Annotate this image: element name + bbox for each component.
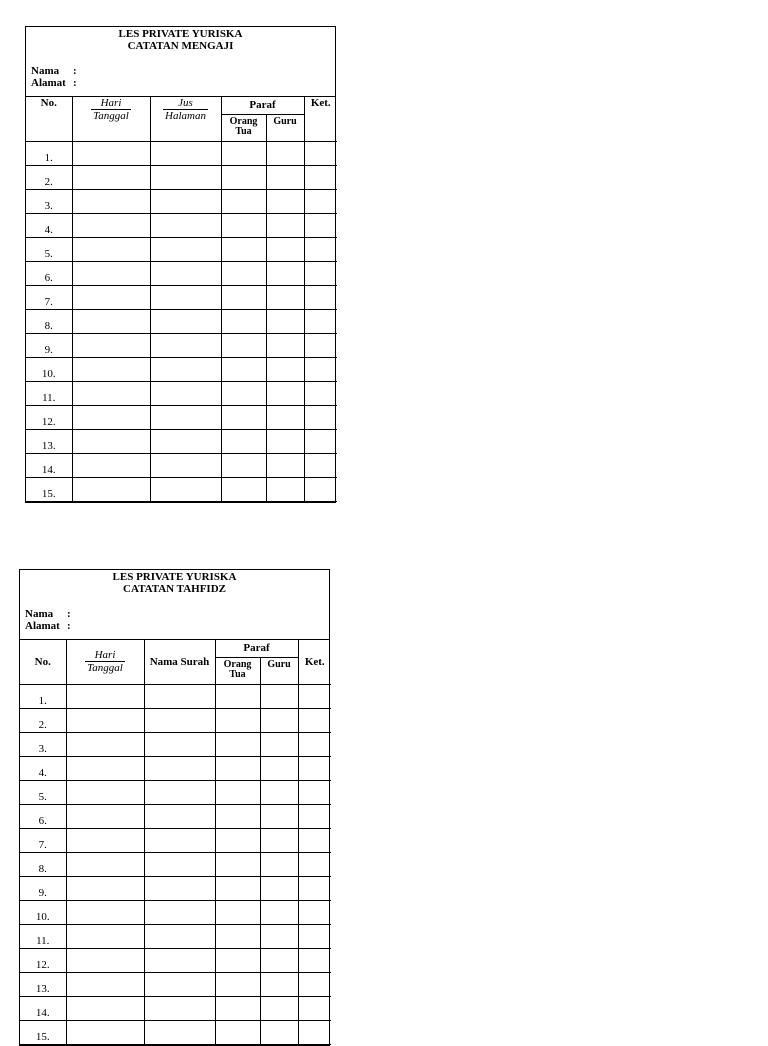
paraf-guru-cell[interactable] <box>266 333 304 357</box>
paraf-orang-tua-cell[interactable] <box>215 756 260 780</box>
ket-cell[interactable] <box>298 900 331 924</box>
title-line-1: LES PRIVATE YURISKA <box>118 28 243 40</box>
paraf-orang-tua-cell[interactable] <box>221 381 266 405</box>
ket-cell[interactable] <box>298 756 331 780</box>
alamat-field <box>25 620 71 632</box>
col-header-jus-halaman <box>150 97 221 141</box>
row-number: 11. <box>26 381 72 405</box>
row-number: 1. <box>20 684 66 708</box>
hari-tanggal-cell[interactable] <box>66 732 144 756</box>
ket-cell[interactable] <box>304 381 337 405</box>
paraf-orang-tua-cell[interactable] <box>221 333 266 357</box>
ket-cell[interactable] <box>304 453 337 477</box>
row-number: 2. <box>20 708 66 732</box>
table-row <box>20 996 331 1020</box>
hari-tanggal-cell[interactable] <box>72 213 150 237</box>
paraf-guru-cell[interactable] <box>266 405 304 429</box>
ket-cell[interactable] <box>304 141 337 165</box>
paraf-orang-tua-cell[interactable] <box>221 357 266 381</box>
jus-halaman-cell[interactable] <box>150 429 221 453</box>
form-header <box>26 27 335 97</box>
student-fields <box>31 65 77 89</box>
paraf-guru-cell[interactable] <box>266 453 304 477</box>
title-line-2: CATATAN MENGAJI <box>127 40 234 52</box>
hari-tanggal-cell[interactable] <box>72 477 150 501</box>
table-row <box>26 213 337 237</box>
paraf-guru-cell[interactable] <box>266 189 304 213</box>
row-number: 11. <box>20 924 66 948</box>
ket-cell[interactable] <box>298 924 331 948</box>
paraf-guru-cell[interactable] <box>260 780 298 804</box>
paraf-guru-cell[interactable] <box>260 708 298 732</box>
hari-tanggal-cell[interactable] <box>66 996 144 1020</box>
table-row <box>20 876 331 900</box>
paraf-guru-cell[interactable] <box>266 357 304 381</box>
row-number: 12. <box>26 405 72 429</box>
record-rows <box>26 141 337 501</box>
jus-halaman-cell[interactable] <box>150 477 221 501</box>
paraf-guru-cell[interactable] <box>266 165 304 189</box>
paraf-guru-cell[interactable] <box>260 1020 298 1044</box>
table-row <box>20 684 331 708</box>
paraf-orang-tua-cell[interactable] <box>221 453 266 477</box>
hari-tanggal-cell[interactable] <box>66 684 144 708</box>
paraf-guru-cell[interactable] <box>260 684 298 708</box>
ket-cell[interactable] <box>298 972 331 996</box>
ket-cell[interactable] <box>298 948 331 972</box>
jus-halaman-cell[interactable] <box>150 285 221 309</box>
row-number: 15. <box>20 1020 66 1044</box>
ket-cell[interactable] <box>298 732 331 756</box>
paraf-guru-cell[interactable] <box>266 285 304 309</box>
paraf-orang-tua-cell[interactable] <box>221 285 266 309</box>
table-row <box>20 852 331 876</box>
table-row <box>20 1020 331 1044</box>
ket-cell[interactable] <box>298 780 331 804</box>
jus-halaman-cell[interactable] <box>150 261 221 285</box>
ket-cell[interactable] <box>304 357 337 381</box>
hari-tanggal-cell[interactable] <box>72 141 150 165</box>
form-header <box>20 570 329 640</box>
paraf-orang-tua-cell[interactable] <box>215 1020 260 1044</box>
nama-surah-cell[interactable] <box>144 804 215 828</box>
paraf-orang-tua-cell[interactable] <box>221 189 266 213</box>
hari-label: Hari <box>85 649 125 662</box>
paraf-guru-cell[interactable] <box>260 924 298 948</box>
table-row <box>26 357 337 381</box>
nama-surah-cell[interactable] <box>144 996 215 1020</box>
col-header-orang-tua: Orang Tua <box>215 657 260 684</box>
paraf-guru-cell[interactable] <box>260 996 298 1020</box>
row-number: 14. <box>20 996 66 1020</box>
col-header-paraf: Paraf <box>221 97 304 114</box>
jus-halaman-cell[interactable] <box>150 333 221 357</box>
jus-halaman-cell[interactable] <box>150 357 221 381</box>
paraf-orang-tua-cell[interactable] <box>215 708 260 732</box>
nama-surah-cell[interactable] <box>144 708 215 732</box>
table-row <box>20 756 331 780</box>
table-row <box>26 237 337 261</box>
row-number: 4. <box>26 213 72 237</box>
table-row <box>26 453 337 477</box>
table-row <box>26 165 337 189</box>
hari-tanggal-cell[interactable] <box>72 165 150 189</box>
record-table <box>26 97 337 502</box>
nama-surah-cell[interactable] <box>144 972 215 996</box>
table-row <box>26 285 337 309</box>
col-header-no: No. <box>20 640 66 684</box>
table-row <box>20 804 331 828</box>
hari-tanggal-cell[interactable] <box>72 405 150 429</box>
student-fields <box>25 608 71 632</box>
hari-tanggal-cell[interactable] <box>72 189 150 213</box>
paraf-guru-cell[interactable] <box>266 429 304 453</box>
col-header-paraf: Paraf <box>215 640 298 657</box>
ket-cell[interactable] <box>304 213 337 237</box>
nama-field <box>31 65 77 77</box>
form-catatan-mengaji <box>25 26 336 503</box>
paraf-guru-cell[interactable] <box>260 876 298 900</box>
paraf-orang-tua-cell[interactable] <box>221 141 266 165</box>
hari-tanggal-cell[interactable] <box>72 309 150 333</box>
paraf-orang-tua-cell[interactable] <box>221 165 266 189</box>
row-number: 8. <box>26 309 72 333</box>
record-table <box>20 640 331 1045</box>
alamat-colon: : <box>67 620 71 632</box>
paraf-guru-cell[interactable] <box>266 237 304 261</box>
nama-field <box>25 608 71 620</box>
nama-surah-cell[interactable] <box>144 732 215 756</box>
row-number: 15. <box>26 477 72 501</box>
ket-cell[interactable] <box>298 876 331 900</box>
nama-label: Nama <box>25 608 54 620</box>
hari-label: Hari <box>91 97 131 110</box>
table-row <box>26 333 337 357</box>
row-number: 3. <box>26 189 72 213</box>
table-row <box>20 972 331 996</box>
table-row <box>26 381 337 405</box>
paraf-guru-cell[interactable] <box>260 828 298 852</box>
table-row <box>26 261 337 285</box>
nama-surah-cell[interactable] <box>144 948 215 972</box>
paraf-orang-tua-cell[interactable] <box>215 852 260 876</box>
row-number: 14. <box>26 453 72 477</box>
hari-tanggal-cell[interactable] <box>72 453 150 477</box>
ket-cell[interactable] <box>298 708 331 732</box>
nama-colon: : <box>67 608 71 620</box>
hari-tanggal-cell[interactable] <box>66 876 144 900</box>
ket-cell[interactable] <box>298 804 331 828</box>
paraf-orang-tua-cell[interactable] <box>215 924 260 948</box>
jus-label: Jus <box>163 97 208 110</box>
hari-tanggal-cell[interactable] <box>66 900 144 924</box>
hari-tanggal-cell[interactable] <box>66 804 144 828</box>
col-header-nama-surah: Nama Surah <box>144 640 215 684</box>
paraf-orang-tua-cell[interactable] <box>221 213 266 237</box>
table-row <box>20 828 331 852</box>
ket-cell[interactable] <box>298 684 331 708</box>
row-number: 5. <box>26 237 72 261</box>
paraf-guru-cell[interactable] <box>260 756 298 780</box>
paraf-orang-tua-cell[interactable] <box>221 429 266 453</box>
hari-tanggal-cell[interactable] <box>72 357 150 381</box>
row-number: 13. <box>20 972 66 996</box>
hari-tanggal-cell[interactable] <box>66 828 144 852</box>
jus-halaman-cell[interactable] <box>150 237 221 261</box>
alamat-field <box>31 77 77 89</box>
paraf-guru-cell[interactable] <box>266 381 304 405</box>
hari-tanggal-cell[interactable] <box>72 237 150 261</box>
paraf-guru-cell[interactable] <box>260 900 298 924</box>
row-number: 9. <box>26 333 72 357</box>
jus-halaman-cell[interactable] <box>150 405 221 429</box>
nama-surah-cell[interactable] <box>144 1020 215 1044</box>
table-row <box>26 477 337 501</box>
paraf-orang-tua-cell[interactable] <box>221 261 266 285</box>
paraf-orang-tua-cell[interactable] <box>215 732 260 756</box>
row-number: 8. <box>20 852 66 876</box>
alamat-label: Alamat <box>25 620 60 632</box>
ket-cell[interactable] <box>298 828 331 852</box>
title-line-1: LES PRIVATE YURISKA <box>112 571 237 583</box>
col-header-orang-tua: Orang Tua <box>221 114 266 141</box>
title-line-2: CATATAN TAHFIDZ <box>123 583 226 595</box>
ket-cell[interactable] <box>304 309 337 333</box>
paraf-orang-tua-cell[interactable] <box>215 876 260 900</box>
form-title <box>20 570 329 595</box>
jus-halaman-cell[interactable] <box>150 309 221 333</box>
row-number: 5. <box>20 780 66 804</box>
table-row <box>20 948 331 972</box>
row-number: 1. <box>26 141 72 165</box>
paraf-orang-tua-cell[interactable] <box>215 972 260 996</box>
nama-surah-cell[interactable] <box>144 828 215 852</box>
ket-cell[interactable] <box>304 237 337 261</box>
nama-surah-cell[interactable] <box>144 684 215 708</box>
hari-tanggal-cell[interactable] <box>66 852 144 876</box>
paraf-orang-tua-cell[interactable] <box>215 948 260 972</box>
table-row <box>26 309 337 333</box>
row-number: 12. <box>20 948 66 972</box>
paraf-orang-tua-cell[interactable] <box>221 309 266 333</box>
paraf-guru-cell[interactable] <box>260 948 298 972</box>
paraf-orang-tua-cell[interactable] <box>221 477 266 501</box>
ket-cell[interactable] <box>304 333 337 357</box>
row-number: 7. <box>26 285 72 309</box>
hari-tanggal-cell[interactable] <box>72 261 150 285</box>
ket-cell[interactable] <box>304 261 337 285</box>
ket-cell[interactable] <box>304 285 337 309</box>
row-number: 13. <box>26 429 72 453</box>
tanggal-label: Tanggal <box>87 662 123 675</box>
halaman-label: Halaman <box>165 110 206 122</box>
table-row <box>26 405 337 429</box>
row-number: 10. <box>26 357 72 381</box>
table-row <box>20 708 331 732</box>
paraf-orang-tua-cell[interactable] <box>221 237 266 261</box>
paraf-guru-cell[interactable] <box>260 972 298 996</box>
ket-cell[interactable] <box>304 429 337 453</box>
row-number: 6. <box>20 804 66 828</box>
paraf-guru-cell[interactable] <box>260 852 298 876</box>
paraf-guru-cell[interactable] <box>266 309 304 333</box>
ket-cell[interactable] <box>304 477 337 501</box>
hari-tanggal-cell[interactable] <box>66 780 144 804</box>
row-number: 9. <box>20 876 66 900</box>
row-number: 7. <box>20 828 66 852</box>
table-row <box>26 141 337 165</box>
col-header-guru: Guru <box>260 657 298 684</box>
nama-surah-cell[interactable] <box>144 852 215 876</box>
hari-tanggal-cell[interactable] <box>66 708 144 732</box>
ket-cell[interactable] <box>298 1020 331 1044</box>
record-rows <box>20 684 331 1044</box>
tanggal-label: Tanggal <box>93 110 129 122</box>
hari-tanggal-cell[interactable] <box>72 285 150 309</box>
alamat-label: Alamat <box>31 77 66 89</box>
paraf-orang-tua-cell[interactable] <box>215 900 260 924</box>
form-title <box>26 27 335 52</box>
nama-surah-cell[interactable] <box>144 876 215 900</box>
paraf-guru-cell[interactable] <box>260 804 298 828</box>
ket-cell[interactable] <box>304 405 337 429</box>
row-number: 3. <box>20 732 66 756</box>
paraf-orang-tua-cell[interactable] <box>221 405 266 429</box>
col-header-hari-tanggal <box>66 640 144 684</box>
ket-cell[interactable] <box>298 852 331 876</box>
hari-tanggal-cell[interactable] <box>72 429 150 453</box>
hari-tanggal-cell[interactable] <box>66 1020 144 1044</box>
hari-tanggal-cell[interactable] <box>72 333 150 357</box>
nama-surah-cell[interactable] <box>144 780 215 804</box>
jus-halaman-cell[interactable] <box>150 141 221 165</box>
paraf-guru-cell[interactable] <box>266 141 304 165</box>
paraf-orang-tua-cell[interactable] <box>215 828 260 852</box>
table-row <box>20 924 331 948</box>
col-header-ket: Ket. <box>304 97 337 141</box>
paraf-guru-cell[interactable] <box>266 477 304 501</box>
nama-label: Nama <box>31 65 60 77</box>
jus-halaman-cell[interactable] <box>150 453 221 477</box>
paraf-guru-cell[interactable] <box>266 213 304 237</box>
paraf-orang-tua-cell[interactable] <box>215 804 260 828</box>
row-number: 4. <box>20 756 66 780</box>
form-catatan-tahfidz <box>19 569 330 1046</box>
ket-cell[interactable] <box>304 165 337 189</box>
table-row <box>26 429 337 453</box>
table-row <box>26 189 337 213</box>
nama-colon: : <box>73 65 77 77</box>
jus-halaman-cell[interactable] <box>150 213 221 237</box>
col-header-no: No. <box>26 97 72 141</box>
row-number: 10. <box>20 900 66 924</box>
paraf-guru-cell[interactable] <box>266 261 304 285</box>
col-header-ket: Ket. <box>298 640 331 684</box>
paraf-orang-tua-cell[interactable] <box>215 996 260 1020</box>
hari-tanggal-cell[interactable] <box>66 948 144 972</box>
table-row <box>20 900 331 924</box>
col-header-guru: Guru <box>266 114 304 141</box>
alamat-colon: : <box>73 77 77 89</box>
paraf-orang-tua-cell[interactable] <box>215 780 260 804</box>
paraf-orang-tua-cell[interactable] <box>215 684 260 708</box>
hari-tanggal-cell[interactable] <box>66 972 144 996</box>
jus-halaman-cell[interactable] <box>150 165 221 189</box>
jus-halaman-cell[interactable] <box>150 189 221 213</box>
paraf-guru-cell[interactable] <box>260 732 298 756</box>
jus-halaman-cell[interactable] <box>150 381 221 405</box>
nama-surah-cell[interactable] <box>144 900 215 924</box>
nama-surah-cell[interactable] <box>144 756 215 780</box>
hari-tanggal-cell[interactable] <box>66 924 144 948</box>
row-number: 2. <box>26 165 72 189</box>
row-number: 6. <box>26 261 72 285</box>
nama-surah-cell[interactable] <box>144 924 215 948</box>
ket-cell[interactable] <box>298 996 331 1020</box>
hari-tanggal-cell[interactable] <box>72 381 150 405</box>
table-row <box>20 780 331 804</box>
hari-tanggal-cell[interactable] <box>66 756 144 780</box>
table-row <box>20 732 331 756</box>
col-header-hari-tanggal <box>72 97 150 141</box>
ket-cell[interactable] <box>304 189 337 213</box>
